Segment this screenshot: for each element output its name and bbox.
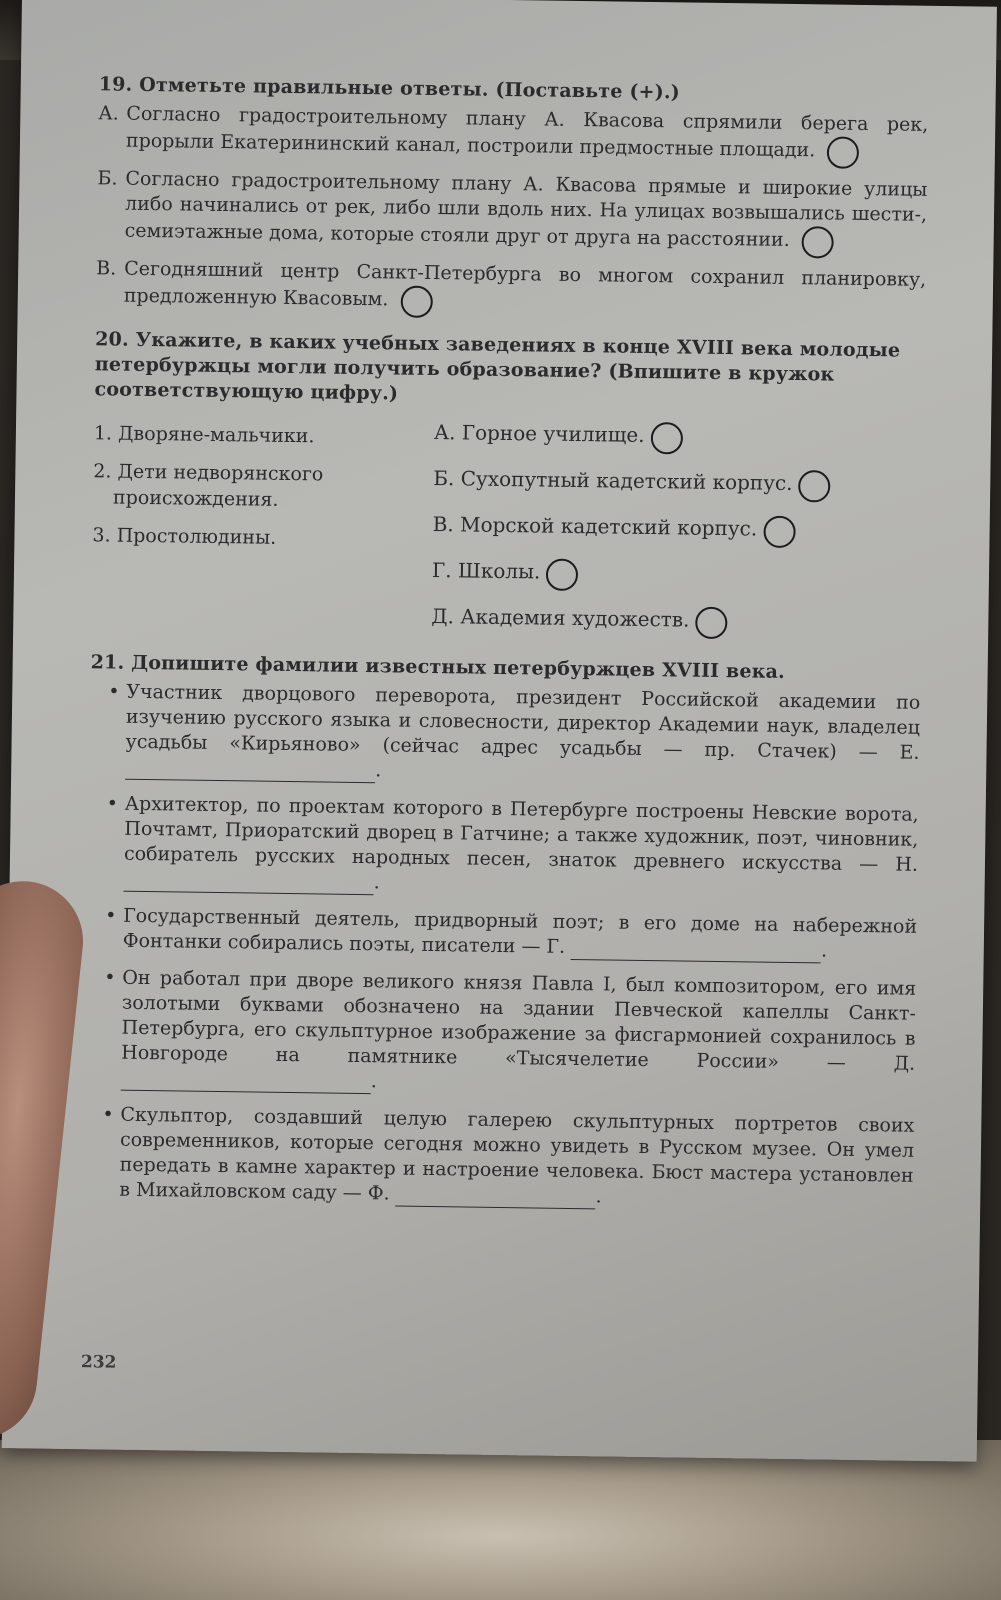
q21-item-4: [85, 965, 917, 1102]
q20-group-3: 3. Простолюдины.: [92, 524, 277, 549]
q19-option-b-text: Согласно градостроительному плану А. Квасова прямые и широкие улицы либо начинались от рек, либо шли вдоль них. На улицах возвышались шести-, семиэтажные дома, которые стояли друг от друга на расстоянии.: [124, 167, 928, 251]
q21-item-5-text: Скульптор, создавший целую галерею скульптурных портретов своих современников, которые сегодня можно увидеть в Русском музее. Он умел передать в камне характер и настроение человека. Бюст мастера установлен в Михайловском саду — Ф.: [119, 1103, 915, 1205]
q20-school-b: [433, 465, 933, 504]
question-20: [91, 327, 925, 642]
q21-item-2-text: Архитектор, по проектам которого в Петербурге построены Невские ворота, Почтамт, Приоратский дворец в Гатчине; а также художник, поэт, чиновник, собиратель русских народных песен, знаток древнего искусства — Н.: [123, 792, 919, 876]
question-21-title: 21. Допишите фамилии известных петербуржцев XVIII века.: [90, 651, 786, 683]
q21-item-1-text: Участник дворцового переворота, президент Российской академии по изучению русского языка и словесности, директор Академии наук, владелец усадьбы «Кирьяново» (сейчас адрес усадьбы — пр. Стачек) — Е.: [125, 680, 921, 764]
q21-item-3: [87, 903, 918, 965]
q20-school-c: [432, 511, 932, 550]
q20-school-d: [432, 557, 932, 596]
q21-item-3-answer-blank[interactable]: [571, 941, 821, 963]
q21-item-5-end: .: [595, 1185, 602, 1208]
question-19: [96, 72, 929, 325]
q20-school-d-answer-circle[interactable]: [546, 559, 578, 591]
workbook-page: [2, 0, 997, 1462]
q20-school-d-label: Г. Школы.: [431, 557, 541, 584]
bullet-dot: •: [105, 904, 117, 927]
q21-item-4-text: Он работал при дворе великого князя Павла I, был композитором, его имя золотыми буквами обозначено на здании Певческой капеллы Санкт-Петербурга, его скульптурное изображение за фисгармонией сохранилось в Новгороде на памятнике «Тысячелетие России» — Д.: [121, 966, 917, 1075]
q21-item-5: [83, 1102, 914, 1214]
q20-school-c-label: В. Морской кадетский корпус.: [432, 511, 758, 541]
q19-option-c-answer-circle[interactable]: [400, 286, 432, 318]
q20-school-a: [434, 419, 934, 458]
q20-school-e-label: Д. Академия художеств.: [431, 603, 690, 632]
q19-option-c-text: Сегодняшний центр Санкт-Петербурга во многом сохранил планировку, предложенную Квасовым.: [123, 257, 927, 311]
background-cloth: [0, 1440, 1001, 1600]
q21-item-2-end: .: [373, 871, 380, 894]
q20-group-2: 2. Дети недворянского происхождения.: [93, 460, 324, 511]
q19-option-b-letter: Б.: [97, 167, 118, 190]
q20-school-b-label: Б. Сухопутный кадетский корпус.: [433, 465, 793, 495]
question-19-title: 19. Отметьте правильные ответы. (Поставьте (+).): [98, 73, 681, 104]
q19-option-b-answer-circle[interactable]: [802, 226, 834, 258]
question-21: [83, 650, 921, 1214]
q19-option-b: [96, 166, 927, 260]
page-content: [80, 72, 929, 1373]
page-number: 232: [80, 1352, 117, 1373]
q21-item-4-answer-blank[interactable]: [121, 1072, 371, 1094]
q19-option-a: [98, 101, 929, 170]
q21-item-1-answer-blank[interactable]: [125, 761, 375, 783]
q21-item-3-end: .: [820, 939, 828, 962]
q19-option-a-answer-circle[interactable]: [827, 136, 859, 168]
bullet-dot: •: [106, 792, 119, 815]
q21-item-2: [88, 791, 919, 903]
q21-item-4-end: .: [370, 1070, 378, 1093]
q21-item-2-answer-blank[interactable]: [124, 873, 374, 895]
q21-bullet-list: [83, 679, 920, 1214]
q20-school-a-label: А. Горное училище.: [433, 419, 645, 447]
q20-school-b-answer-circle[interactable]: [798, 470, 830, 502]
q20-school-e-answer-circle[interactable]: [695, 607, 727, 639]
q19-option-c: [96, 256, 927, 325]
q19-option-a-text: Согласно градостроительному плану А. Квасова спрямили берега рек, прорыли Екатерининский канал, построили предмостные площади.: [125, 102, 929, 162]
question-20-title: 20. Укажите, в каких учебных заведениях в конце XVIII века молодые петербуржцы могли получить образование? (Впишите в кружок соответствующую цифру.): [94, 328, 901, 405]
q20-groups-list: [92, 420, 394, 564]
q21-item-1: [89, 679, 920, 791]
q20-school-a-answer-circle[interactable]: [650, 422, 682, 454]
bullet-dot: •: [108, 680, 120, 703]
q20-schools-list: [431, 419, 934, 656]
q20-school-c-answer-circle[interactable]: [763, 516, 795, 548]
q20-matching-grid: [91, 420, 924, 642]
q19-option-a-letter: А.: [98, 102, 119, 125]
q19-option-c-letter: В.: [96, 257, 117, 280]
q21-item-1-end: .: [375, 759, 382, 782]
q21-item-5-answer-blank[interactable]: [395, 1188, 595, 1210]
bullet-dot: •: [102, 1103, 114, 1126]
q21-item-3-text: Государственный деятель, придворный поэт; в его доме на набережной Фонтанки собирались поэты, писатели — Г.: [122, 904, 918, 958]
q20-school-e: [431, 603, 931, 642]
bullet-dot: •: [104, 966, 116, 989]
q20-group-1: 1. Дворяне-мальчики.: [93, 422, 315, 448]
